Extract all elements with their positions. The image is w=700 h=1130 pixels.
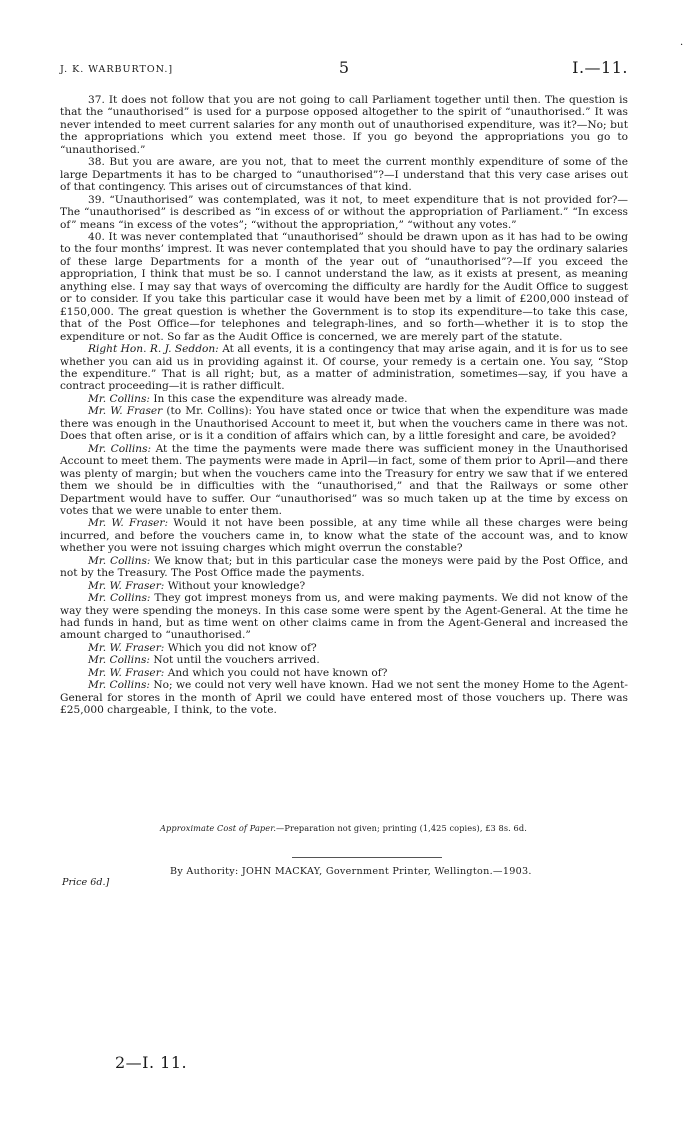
speaker-name: Mr. W. Fraser bbox=[88, 405, 163, 418]
paragraph-text: (to Mr. Collins): You have stated once or twice that when the expenditure was made there was enough in the Unauthorised Account to meet it, but when the vouchers came in there was not. Does that often arise, or is it a condition of affairs which can, by a little foresight and care, be avoided? bbox=[60, 405, 628, 443]
speaker-name: Mr. Collins: bbox=[88, 679, 150, 692]
speaker-name: Mr. W. Fraser: bbox=[88, 579, 165, 592]
paragraph-text: Which you did not know of? bbox=[167, 641, 317, 654]
price-note: Price 6d.] bbox=[62, 877, 110, 888]
paragraph-text: At the time the payments were made there was sufficient money in the Unauthorised Account to meet them. The payments were made in April—in fact, some of them prior to April—and there was plenty of margin; but when the vouchers came into the Treasury for entry we saw that if we entered them we should be in difficulties with the “unauthorised,” and that the Railways or some other Department would have to suffer. Our “unauthorised” was so much taken up at the time by excess on votes that we were unable to enter them. bbox=[60, 442, 628, 517]
paragraph-text: Without your knowledge? bbox=[167, 579, 306, 592]
evidence-text bbox=[60, 94, 628, 717]
paragraph-text: We know that; but in this particular case the moneys were paid by the Post Office, and not by the Treasury. The Post Office made the payments. bbox=[60, 554, 628, 580]
signature-mark: 2—I. 11. bbox=[115, 1053, 188, 1072]
paragraph-text: 38. But you are aware, are you not, that to meet the current monthly expenditure of some of the large Departments it has to be charged to “unauthorised”?—I understand that this very case arises out of that contingency. This arises out of circumstances of that kind. bbox=[60, 156, 628, 194]
paragraph bbox=[60, 642, 628, 654]
paragraph bbox=[60, 194, 628, 231]
paragraph bbox=[60, 343, 628, 393]
speaker-name: Mr. W. Fraser: bbox=[88, 641, 165, 654]
footer-rule bbox=[292, 857, 442, 858]
cost-of-paper-note bbox=[160, 823, 527, 833]
paragraph bbox=[60, 517, 628, 554]
speaker-name: Mr. Collins: bbox=[88, 592, 151, 605]
speaker-name: Mr. Collins: bbox=[88, 442, 152, 455]
paragraph-text: No; we could not very well have known. Had we not sent the money Home to the Agent-General for stores in the month of April we could have entered most of those vouchers up. There was £25,000 chargeable, I think, to the vote. bbox=[60, 679, 628, 717]
paragraph bbox=[60, 667, 628, 679]
running-head-witness: J. K. WARBURTON.] bbox=[60, 64, 174, 75]
paragraph bbox=[60, 592, 628, 642]
cost-text: —Preparation not given; printing (1,425 copies), £3 8s. 6d. bbox=[276, 823, 527, 833]
speaker-name: Mr. W. Fraser: bbox=[88, 517, 169, 530]
page-header bbox=[60, 58, 628, 82]
paragraph bbox=[60, 580, 628, 592]
paragraph-text: And which you could not have known of? bbox=[167, 666, 388, 679]
speaker-name: Mr. Collins: bbox=[88, 392, 150, 405]
paragraph bbox=[60, 679, 628, 716]
paragraph-text: 40. It was never contemplated that “unauthorised” should be drawn upon as it has had to be owing to the four months’ imprest. It was never contemplated that you should have to pay the ordinary salaries of these large Departments for a month of the year out of “unauthorised”?—If you exceed the appropriation, I think that must be so. I cannot understand the law, as it exists at present, as meaning anything else. I may say that ways of overcoming the difficulty are hardly for the Audit Office to suggest or to consider. If you take this particular case it would have been met by a limit of £200,000 instead of £150,000. The great question is whether the Government is to stop its expenditure—to take this case, that of the Post Office—for telephones and telegraph-lines, and so forth—whether it is to stop the expenditure or not. So far as the Audit Office is concerned, we are merely part of the statute. bbox=[60, 230, 628, 343]
paragraph bbox=[60, 231, 628, 343]
paragraph bbox=[60, 94, 628, 156]
page-number: 5 bbox=[338, 58, 350, 77]
paragraph-text: 37. It does not follow that you are not going to call Parliament together until then. The question is that the “unauthorised” is used for a purpose opposed altogether to the spirit of “unauthorised.” It was never intended to meet current salaries for any month out of unauthorised expenditure, was it?—No; but the appropriations which you extend meet those. If you go beyond the appropriations you go to “unauthorised.” bbox=[60, 94, 628, 156]
corner-mark: · bbox=[680, 40, 684, 51]
speaker-name: Mr. Collins: bbox=[88, 654, 150, 667]
speaker-name: Mr. W. Fraser: bbox=[88, 666, 165, 679]
speaker-name: Right Hon. R. J. Seddon: bbox=[88, 343, 219, 356]
paragraph-text: They got imprest moneys from us, and were making payments. We did not know of the way they were spending the moneys. In this case some were spent by the Agent-General. At the time he had funds in hand, but as time went on other claims came in from the Agent-General and increased the amount charged to “unauthorised.” bbox=[60, 592, 628, 642]
paragraph-text: Not until the vouchers arrived. bbox=[153, 654, 320, 667]
paragraph bbox=[60, 393, 628, 405]
paragraph bbox=[60, 654, 628, 666]
paragraph bbox=[60, 405, 628, 442]
printer-imprint: By Authority: JOHN MACKAY, Government Printer, Wellington.—1903. bbox=[170, 866, 532, 877]
paper-reference: I.—11. bbox=[572, 58, 628, 77]
speaker-name: Mr. Collins: bbox=[88, 554, 151, 567]
paragraph bbox=[60, 555, 628, 580]
paragraph-text: 39. “Unauthorised” was contemplated, was it not, to meet expenditure that is not provided for?—The “unauthorised” is described as “in excess of or without the appropriation of Parliament.” “In excess of” means “in excess of the votes”; “without the appropriation,” “without any votes.” bbox=[60, 193, 628, 231]
cost-label: Approximate Cost of Paper. bbox=[160, 823, 277, 833]
paragraph-text: Would it not have been possible, at any time while all these charges were being incurred, and before the vouchers came in, to know what the state of the account was, and to know whether you were not issuing charges which might overrun the constable? bbox=[60, 517, 628, 555]
paragraph bbox=[60, 156, 628, 193]
paragraph bbox=[60, 443, 628, 518]
paragraph-text: At all events, it is a contingency that may arise again, and it is for us to see whether you can aid us in providing against it. Of course, your remedy is a certain one. You say, “Stop the expenditure.” That is all right; but, as a matter of administration, sometimes—say, if you have a contract proceeding—it is rather difficult. bbox=[60, 343, 628, 393]
paragraph-text: In this case the expenditure was already made. bbox=[153, 392, 408, 405]
